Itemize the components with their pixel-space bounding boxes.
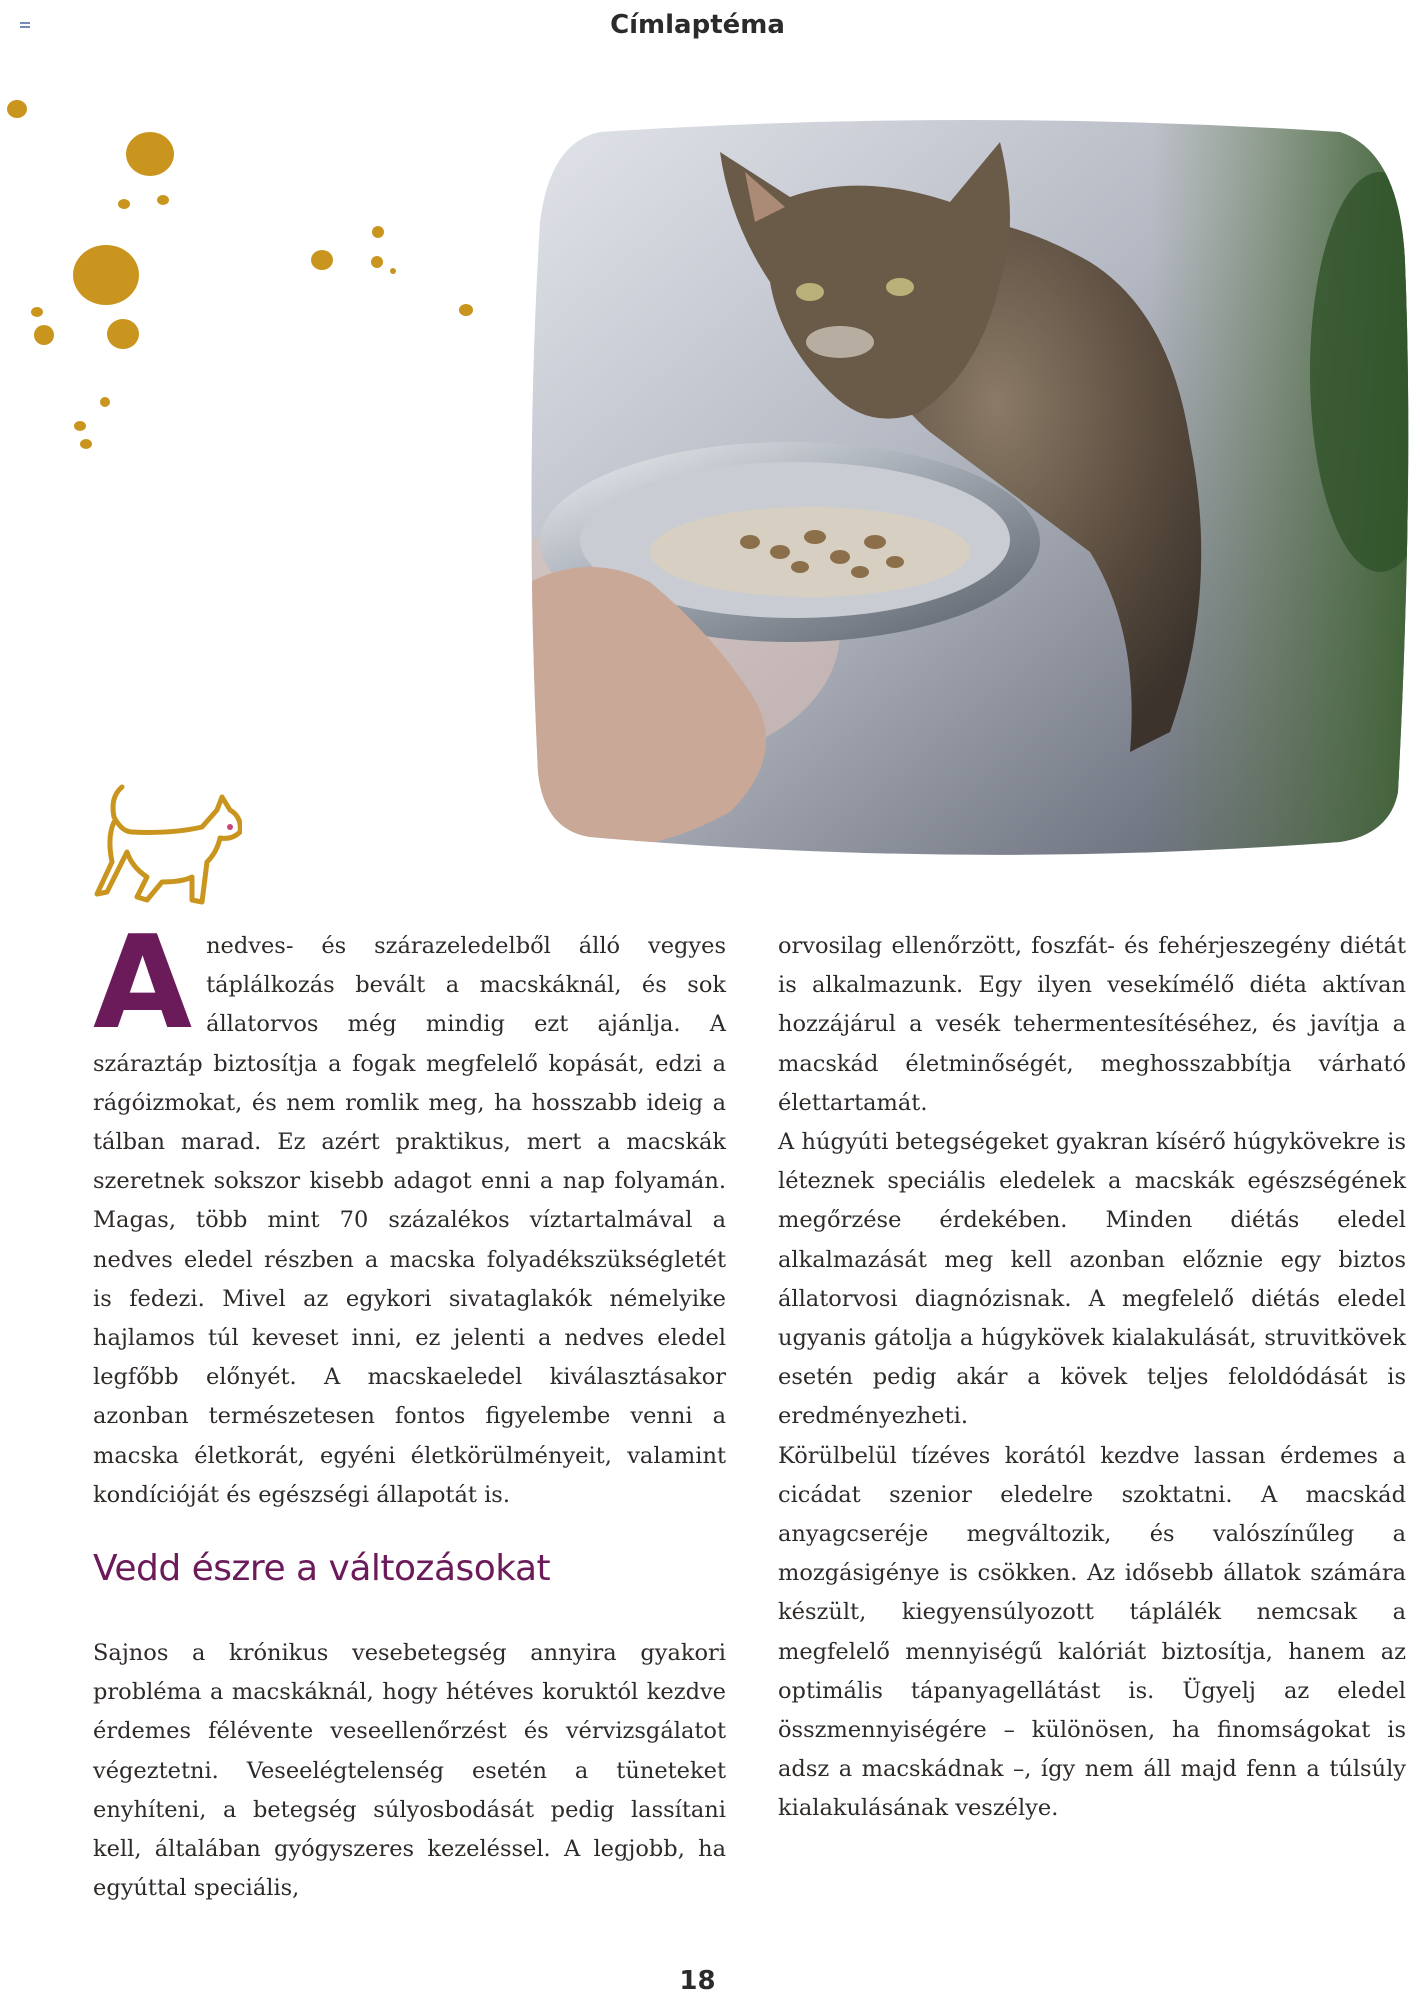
kidney-paragraph: Sajnos a krónikus vesebetegség annyira gyakori probléma a macskáknál, hogy hétéves koruktól kezdve érdemes félévente veseellenőrzést és vérvizsgálatot végeztetni. Veseelégtelenség esetén a tüneteket enyhíteni, a betegség súlyosbodását pedig lassítani kell, általában gyógyszeres kezeléssel. A legjobb, ha egyúttal speciális, bbox=[93, 1640, 726, 1902]
article-right-column bbox=[778, 927, 1406, 1829]
section-heading: Vedd észre a változásokat bbox=[93, 1548, 551, 1589]
urinary-paragraph: A húgyúti betegségeket gyakran kísérő húgykövekre is léteznek speciális eledelek a macskák egészségének megőrzése érdekében. Minden diétás eledel alkalmazását meg kell azonban előznie egy biztos állatorvosi diagnózisnak. A megfelelő diétás eledel ugyanis gátolja a húgykövek kialakulását, struvitkövek esetén pedig akár a kövek teljes feloldódását is eredményezheti. bbox=[778, 1129, 1406, 1430]
article-intro-column bbox=[93, 909, 726, 1515]
page-section-title: Címlaptéma bbox=[610, 10, 785, 40]
senior-paragraph: Körülbelül tízéves korától kezdve lassan érdemes a cicádat szenior eledelre szoktatni. A macskád anyagcseréje megváltozik, és valószínűleg a mozgásigénye is csökken. Az idősebb állatok számára készült, kiegyensúlyozott táplálék nemcsak a megfelelő mennyiségű kalóriát biztosítja, hanem az optimális tápanyagellátást is. Ügyelj az eledel összmennyiségére – különösen, ha finomságokat is adsz a macskádnak –, így nem áll majd fenn a túlsúly kialakulásának veszélye. bbox=[778, 1442, 1406, 1822]
paint-splatter-decoration bbox=[0, 80, 500, 460]
article-left-column-bottom bbox=[93, 1634, 726, 1908]
drop-cap: A bbox=[93, 909, 189, 1058]
page-number: 18 bbox=[679, 1966, 716, 1996]
intro-paragraph: nedves- és szárazeledelből álló vegyes táplálkozás bevált a macskáknál, és sok állatorvos még mindig ezt ajánlja. A száraztáp biztosítja a fogak megfelelő kopását, edzi a rágóizmokat, és nem romlik meg, ha hosszabb ideig a tálban marad. Ez azért praktikus, mert a macskák szeretnek sokszor kisebb adagot enni a nap folyamán. Magas, több mint 70 százalékos víztartalmával a nedves eledel részben a macska folyadékszükségletét is fedezi. Mivel az egykori sivataglakók némelyike hajlamos túl keveset inni, ez jelenti a nedves eledel legfőbb előnyét. A macskaeledel kiválasztásakor azonban természetesen fontos figyelembe venni a macska életkorát, egyéni életkörülményeit, valamint kondícióját és egészségi állapotát is. bbox=[93, 933, 726, 1508]
diet-paragraph: orvosilag ellenőrzött, foszfát- és fehérjeszegény diétát is alkalmazunk. Egy ilyen vesekímélő diéta aktívan hozzájárul a vesék tehermentesítéséhez, és javítja a macskád életminőségét, meghosszabbítja várható élettartamát. bbox=[778, 933, 1406, 1116]
cat-outline-icon bbox=[92, 782, 242, 917]
cat-eating-photo bbox=[530, 112, 1410, 857]
